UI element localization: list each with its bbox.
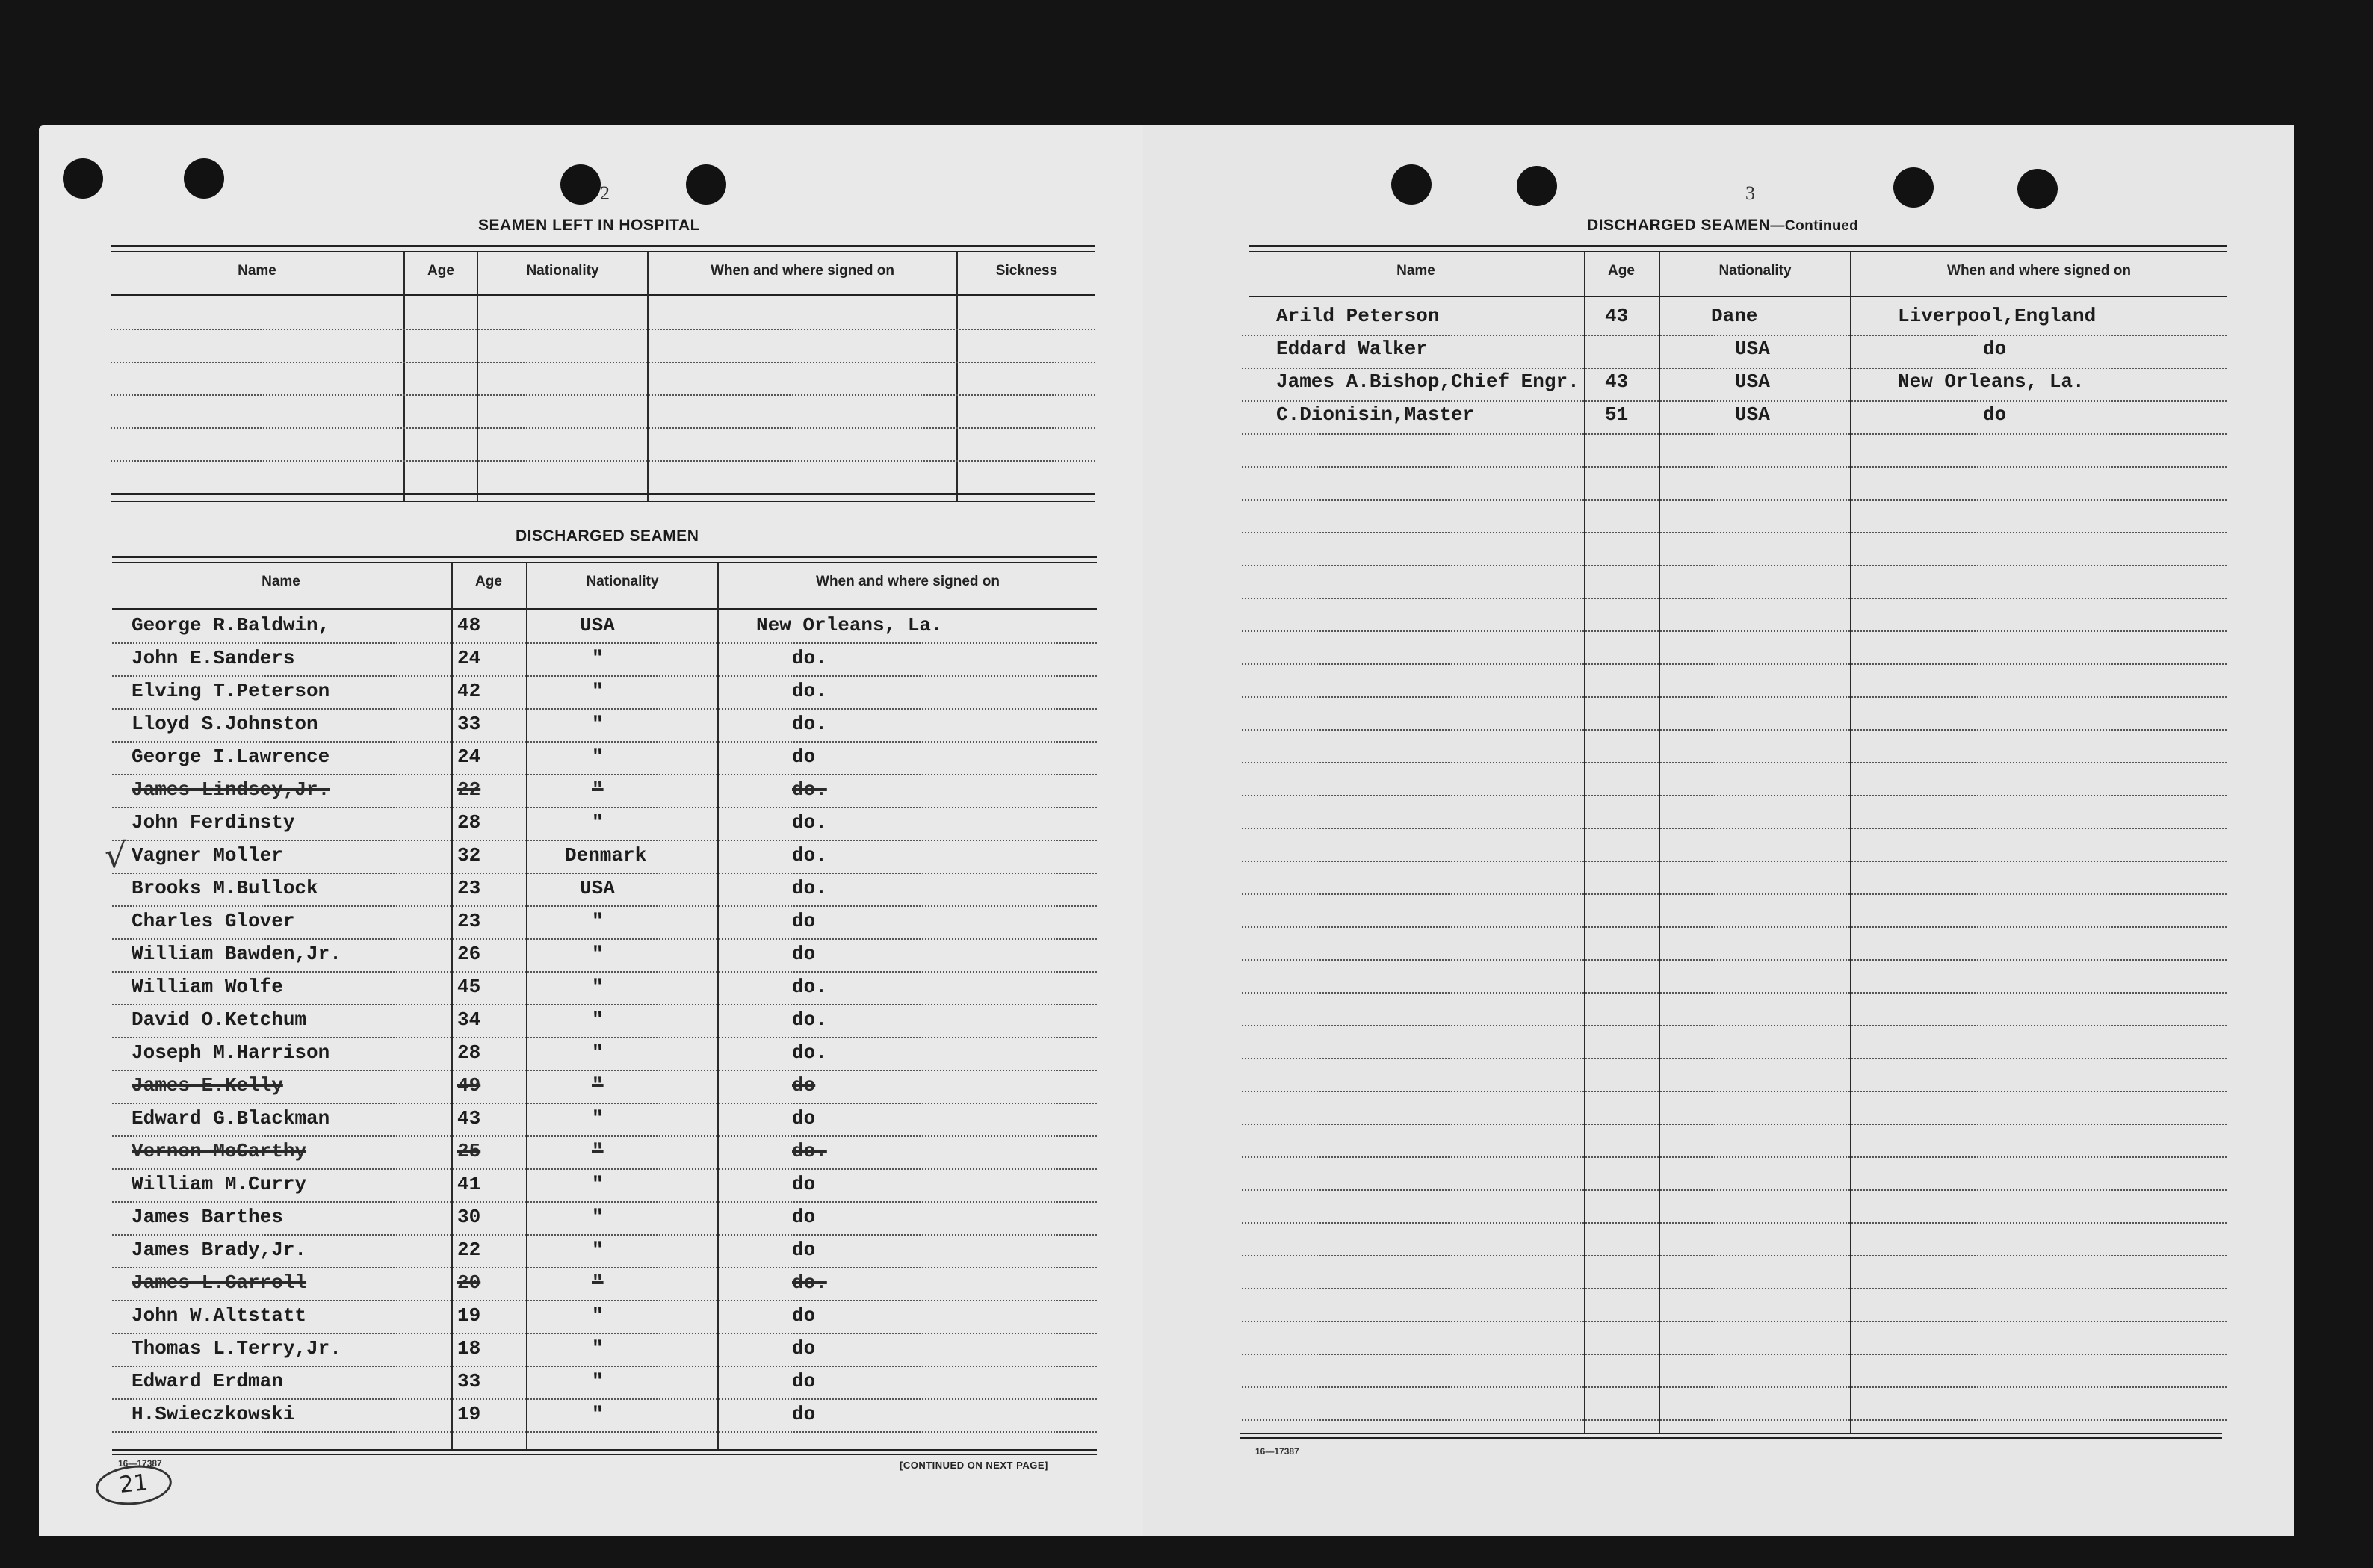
seaman-nationality: " <box>592 1074 604 1097</box>
row-line <box>112 1070 1097 1071</box>
seaman-signed-on: do. <box>792 647 827 669</box>
seaman-name: John E.Sanders <box>132 647 295 669</box>
seaman-age: 33 <box>457 713 481 735</box>
seaman-nationality: " <box>592 1173 604 1195</box>
row-line <box>1242 1386 2227 1388</box>
seaman-signed-on: do <box>1983 338 2007 360</box>
seaman-age: 33 <box>457 1370 481 1392</box>
row-line <box>1242 598 2227 599</box>
seaman-age: 24 <box>457 647 481 669</box>
row-line <box>112 774 1097 775</box>
row-line <box>112 938 1097 940</box>
discharged-section-title: DISCHARGED SEAMEN <box>516 527 699 545</box>
seaman-age: 22 <box>457 1239 481 1261</box>
row-line <box>1242 1025 2227 1026</box>
seaman-signed-on: do <box>792 1074 816 1097</box>
row-line <box>112 1234 1097 1236</box>
binder-hole <box>1391 164 1432 205</box>
seaman-age: 51 <box>1605 403 1629 426</box>
row-line <box>112 1398 1097 1400</box>
row-line <box>112 1004 1097 1005</box>
column-header: When and where signed on <box>711 263 894 279</box>
seaman-name: H.Swieczkowski <box>132 1403 295 1425</box>
table-bottom-rule <box>112 1454 1097 1455</box>
header-rule <box>1249 296 2227 297</box>
seaman-name: James A.Bishop,Chief Engr. <box>1276 371 1580 393</box>
column-divider <box>647 252 649 502</box>
row-line <box>112 741 1097 743</box>
binder-hole <box>2017 169 2058 209</box>
seaman-age: 25 <box>457 1140 481 1162</box>
seaman-age: 43 <box>1605 371 1629 393</box>
seaman-signed-on: New Orleans, La. <box>756 614 943 636</box>
seaman-age: 19 <box>457 1403 481 1425</box>
row-line <box>1242 992 2227 994</box>
column-header: Age <box>427 263 454 279</box>
seaman-name: James Barthes <box>132 1206 283 1228</box>
page-number: 2 <box>600 182 610 204</box>
table-bottom-rule <box>111 501 1095 502</box>
seaman-signed-on: do <box>792 1403 816 1425</box>
column-header: When and where signed on <box>816 574 1000 589</box>
table-top-rule <box>112 562 1097 563</box>
seaman-name: Elving T.Peterson <box>132 680 330 702</box>
seaman-signed-on: do <box>792 1107 816 1129</box>
seaman-age: 23 <box>457 910 481 932</box>
table-top-rule <box>1249 245 2227 247</box>
seaman-nationality: USA <box>1735 371 1770 393</box>
seaman-signed-on: do. <box>792 680 827 702</box>
row-line <box>1242 893 2227 895</box>
seaman-name: Brooks M.Bullock <box>132 877 318 899</box>
seaman-age: 22 <box>457 778 481 801</box>
row-line <box>1242 400 2227 402</box>
column-divider <box>1659 252 1660 1434</box>
row-line <box>111 460 1095 462</box>
seaman-nationality: Denmark <box>565 844 647 867</box>
row-line <box>112 873 1097 874</box>
seaman-nationality: " <box>592 1206 604 1228</box>
seaman-age: 43 <box>1605 305 1629 327</box>
row-line <box>1242 1321 2227 1322</box>
seaman-nationality: " <box>592 1271 604 1294</box>
row-line <box>111 329 1095 330</box>
binder-hole <box>63 158 103 199</box>
seaman-age: 28 <box>457 811 481 834</box>
row-line <box>112 971 1097 973</box>
seaman-signed-on: do. <box>792 844 827 867</box>
row-line <box>112 840 1097 841</box>
row-line <box>1242 795 2227 796</box>
seaman-name: C.Dionisin,Master <box>1276 403 1475 426</box>
column-divider <box>1850 252 1851 1434</box>
row-line <box>112 708 1097 710</box>
seaman-nationality: " <box>592 1239 604 1261</box>
seaman-age: 42 <box>457 680 481 702</box>
table-bottom-rule <box>1240 1437 2222 1439</box>
seaman-name: George R.Baldwin, <box>132 614 330 636</box>
seaman-age: 41 <box>457 1173 481 1195</box>
seaman-age: 26 <box>457 943 481 965</box>
row-line <box>111 362 1095 363</box>
seaman-name: John W.Altstatt <box>132 1304 307 1327</box>
table-bottom-rule <box>111 493 1095 495</box>
seaman-age: 45 <box>457 976 481 998</box>
table-bottom-rule <box>1240 1433 2222 1434</box>
seaman-age: 23 <box>457 877 481 899</box>
seaman-name: David O.Ketchum <box>132 1008 307 1031</box>
row-line <box>1242 1156 2227 1158</box>
row-line <box>1242 630 2227 632</box>
binder-hole <box>1517 166 1557 206</box>
seaman-name: Charles Glover <box>132 910 295 932</box>
seaman-nationality: " <box>592 1370 604 1392</box>
seaman-age: 49 <box>457 1074 481 1097</box>
check-mark: √ <box>105 835 127 876</box>
row-line <box>112 905 1097 907</box>
column-header: Sickness <box>995 263 1058 279</box>
row-line <box>1242 1124 2227 1125</box>
seaman-signed-on: do <box>792 746 816 768</box>
column-divider <box>477 252 478 502</box>
seaman-age: 20 <box>457 1271 481 1294</box>
seaman-nationality: USA <box>1735 338 1770 360</box>
seaman-age: 32 <box>457 844 481 867</box>
seaman-signed-on: do <box>1983 403 2007 426</box>
seaman-name: William Wolfe <box>132 976 283 998</box>
row-line <box>112 807 1097 808</box>
seaman-name: Thomas L.Terry,Jr. <box>132 1337 341 1360</box>
seaman-name: James E.Kelly <box>132 1074 283 1097</box>
seaman-nationality: " <box>592 1304 604 1327</box>
seaman-age: 43 <box>457 1107 481 1129</box>
seaman-nationality: " <box>592 1008 604 1031</box>
seaman-nationality: " <box>592 1403 604 1425</box>
row-line <box>1242 1189 2227 1191</box>
row-line <box>111 427 1095 429</box>
row-line <box>1242 729 2227 731</box>
row-line <box>112 1103 1097 1104</box>
column-header: Name <box>238 263 276 279</box>
row-line <box>1242 1288 2227 1289</box>
row-line <box>1242 466 2227 468</box>
seaman-name: Arild Peterson <box>1276 305 1440 327</box>
row-line <box>1242 762 2227 763</box>
row-line <box>112 642 1097 644</box>
seaman-nationality: USA <box>1735 403 1770 426</box>
column-header: Age <box>1608 263 1635 279</box>
seaman-age: 30 <box>457 1206 481 1228</box>
seaman-age: 19 <box>457 1304 481 1327</box>
seaman-age: 24 <box>457 746 481 768</box>
seaman-name: Edward G.Blackman <box>132 1107 330 1129</box>
seaman-nationality: USA <box>580 614 615 636</box>
table-top-rule <box>111 245 1095 247</box>
seaman-nationality: " <box>592 647 604 669</box>
page-number: 3 <box>1745 182 1755 204</box>
row-line <box>1242 565 2227 566</box>
row-line <box>1242 1222 2227 1224</box>
column-header: Age <box>475 574 502 589</box>
seaman-nationality: " <box>592 1041 604 1064</box>
seaman-nationality: " <box>592 746 604 768</box>
hospital-section-title: SEAMEN LEFT IN HOSPITAL <box>478 217 700 234</box>
column-header: When and where signed on <box>1947 263 2131 279</box>
seaman-nationality: " <box>592 1140 604 1162</box>
seaman-name: William Bawden,Jr. <box>132 943 341 965</box>
row-line <box>112 1037 1097 1038</box>
seaman-name: James Brady,Jr. <box>132 1239 307 1261</box>
seaman-signed-on: do <box>792 1337 816 1360</box>
header-rule <box>112 608 1097 610</box>
row-line <box>1242 335 2227 336</box>
row-line <box>1242 433 2227 435</box>
column-divider <box>1584 252 1585 1434</box>
row-line <box>112 675 1097 677</box>
row-line <box>111 394 1095 396</box>
row-line <box>1242 696 2227 698</box>
seaman-name: Edward Erdman <box>132 1370 283 1392</box>
seaman-nationality: " <box>592 943 604 965</box>
seaman-signed-on: do <box>792 1206 816 1228</box>
seaman-nationality: " <box>592 1337 604 1360</box>
row-line <box>112 1267 1097 1268</box>
table-top-rule <box>112 556 1097 558</box>
row-line <box>1242 861 2227 862</box>
row-line <box>1242 1058 2227 1059</box>
seaman-name: Joseph M.Harrison <box>132 1041 330 1064</box>
seaman-signed-on: do. <box>792 778 827 801</box>
column-divider <box>451 563 453 1449</box>
handwritten-page-number: 21 <box>94 1462 174 1508</box>
seaman-nationality: " <box>592 910 604 932</box>
column-header: Nationality <box>1718 263 1792 279</box>
seaman-nationality: " <box>592 778 604 801</box>
seaman-name: Lloyd S.Johnston <box>132 713 318 735</box>
column-header: Name <box>262 574 300 589</box>
column-header: Nationality <box>586 574 659 589</box>
row-line <box>112 1333 1097 1334</box>
row-line <box>112 1135 1097 1137</box>
seaman-signed-on: do <box>792 1239 816 1261</box>
column-divider <box>526 563 527 1449</box>
seaman-age: 28 <box>457 1041 481 1064</box>
seaman-name: James Lindsey,Jr. <box>132 778 330 801</box>
row-line <box>112 1201 1097 1203</box>
seaman-signed-on: do <box>792 943 816 965</box>
row-line <box>1242 499 2227 501</box>
form-number: 16—17387 <box>118 1458 162 1469</box>
seaman-nationality: " <box>592 811 604 834</box>
seaman-signed-on: do. <box>792 1008 827 1031</box>
seaman-nationality: " <box>592 680 604 702</box>
continued-note: [CONTINUED ON NEXT PAGE] <box>900 1460 1048 1471</box>
seaman-name: William M.Curry <box>132 1173 307 1195</box>
column-divider <box>403 252 405 502</box>
seaman-signed-on: do <box>792 1304 816 1327</box>
binder-hole <box>560 164 601 205</box>
seaman-signed-on: do. <box>792 976 827 998</box>
row-line <box>1242 959 2227 961</box>
row-line <box>1242 1419 2227 1421</box>
table-top-rule <box>1249 251 2227 252</box>
row-line <box>1242 1091 2227 1092</box>
binder-hole <box>686 164 726 205</box>
seaman-age: 18 <box>457 1337 481 1360</box>
row-line <box>1242 532 2227 533</box>
table-top-rule <box>111 251 1095 252</box>
row-line <box>1242 1354 2227 1355</box>
row-line <box>1242 926 2227 928</box>
row-line <box>1242 368 2227 369</box>
seaman-signed-on: New Orleans, La. <box>1898 371 2085 393</box>
form-number: 16—17387 <box>1255 1446 1299 1457</box>
row-line <box>1242 828 2227 829</box>
seaman-name: Vernon McCarthy <box>132 1140 307 1162</box>
seaman-signed-on: do <box>792 1370 816 1392</box>
row-line <box>112 1168 1097 1170</box>
seaman-signed-on: Liverpool,England <box>1898 305 2097 327</box>
seaman-signed-on: do <box>792 1173 816 1195</box>
seaman-nationality: " <box>592 976 604 998</box>
seaman-signed-on: do. <box>792 811 827 834</box>
seaman-name: Eddard Walker <box>1276 338 1428 360</box>
seaman-age: 48 <box>457 614 481 636</box>
binder-hole <box>184 158 224 199</box>
seaman-nationality: " <box>592 713 604 735</box>
binder-hole <box>1893 167 1934 208</box>
column-divider <box>717 563 719 1449</box>
discharged-continued-title <box>1587 217 1858 235</box>
seaman-age: 34 <box>457 1008 481 1031</box>
header-rule <box>111 294 1095 296</box>
seaman-signed-on: do <box>792 910 816 932</box>
seaman-nationality: Dane <box>1711 305 1758 327</box>
seaman-signed-on: do. <box>792 877 827 899</box>
seaman-signed-on: do. <box>792 1041 827 1064</box>
table-bottom-rule <box>112 1449 1097 1451</box>
seaman-signed-on: do. <box>792 1140 827 1162</box>
seaman-name: George I.Lawrence <box>132 746 330 768</box>
seaman-nationality: " <box>592 1107 604 1129</box>
column-divider <box>956 252 958 502</box>
title-continued: —Continued <box>1770 218 1859 234</box>
column-header: Nationality <box>526 263 599 279</box>
seaman-name: John Ferdinsty <box>132 811 295 834</box>
seaman-name: Vagner Moller <box>132 844 283 867</box>
seaman-signed-on: do. <box>792 713 827 735</box>
seaman-name: James L.Carroll <box>132 1271 307 1294</box>
row-line <box>112 1431 1097 1433</box>
row-line <box>112 1366 1097 1367</box>
title-main: DISCHARGED SEAMEN <box>1587 217 1771 234</box>
row-line <box>1242 1255 2227 1256</box>
row-line <box>112 1300 1097 1301</box>
row-line <box>1242 663 2227 665</box>
seaman-signed-on: do. <box>792 1271 827 1294</box>
column-header: Name <box>1396 263 1435 279</box>
seaman-nationality: USA <box>580 877 615 899</box>
